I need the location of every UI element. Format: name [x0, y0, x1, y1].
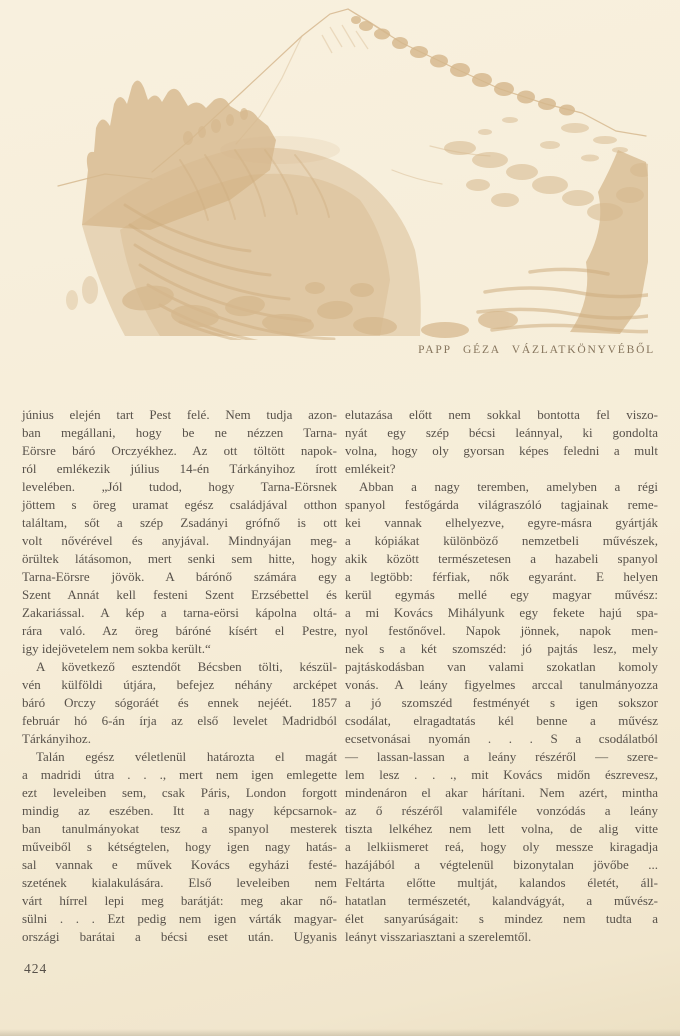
text-line: sülni . . . Ezt pedig nem igen várták magyar-: [22, 911, 337, 926]
text-line: Tárkányihoz.: [22, 731, 91, 746]
text-line: ban megállani, hogy be ne nézzen Tarna-: [22, 425, 337, 440]
text-line: szetének kialakulására. Első leveleiben nem: [22, 875, 337, 890]
illustration-caption: PAPP GÉZA VÁZLATKÖNYVÉBŐL: [418, 344, 655, 356]
text-line: leányt visszariasztani a szerelemtől.: [345, 929, 532, 944]
landscape-sketch-illustration: [30, 0, 648, 340]
text-line: vén külföldi útjára, befejez néhány arcképet: [22, 677, 337, 692]
text-line: mindenáron el akar hárítani. Nem azért, mintha: [345, 785, 658, 800]
text-line: műveiből s kétségtelen, hogy igen nagy hatás-: [22, 839, 337, 854]
field-marks: [220, 117, 628, 164]
text-line: ecsetvonásai nyomán . . . S a csodálatból: [345, 731, 658, 746]
text-line: ban tanulmányokat tesz a spanyol mesterek: [22, 821, 337, 836]
text-line: hazájából a végtelenül bizonytalan jövőbe ...: [345, 857, 658, 872]
text-line: Feltárta előtte multját, kalandos életét, áll-: [345, 875, 658, 890]
right-column: [345, 406, 658, 946]
text-line: Eörsre báró Orczyékhez. Az ott töltött napok-: [22, 443, 337, 458]
text-line: Tarna-Eörsre jövök. A bárónő számára egy: [22, 569, 337, 584]
text-line: a jó szomszéd festményét s igen sokszor: [345, 695, 658, 710]
text-line: kerül egymás mellé egy magyar művész:: [345, 587, 658, 602]
text-line: volt nővérével és anyjával. Mindnyájan meg-: [22, 533, 337, 548]
text-line: a lelkiismeret reá, hogy oly messze kiragadja: [345, 839, 658, 854]
page-number: 424: [24, 961, 48, 976]
text-line: tiszta lelkéhez nem lett volna, de alig vitte: [345, 821, 658, 836]
landscape-sketch-svg: [30, 0, 648, 340]
text-line: volna, hogy oly gyorsan képes feledni a mult: [345, 443, 658, 458]
text-line: mindig az eszében. Itt a nagy képcsarnok-: [22, 803, 337, 818]
right-thicket: [570, 150, 648, 334]
text-line: elutazása előtt nem sokkal bontotta fel viszo-: [345, 407, 658, 422]
text-line: élet sanyarúságait: s mindez nem tudta a: [345, 911, 658, 926]
text-line: sal vannak e művek Kovács egyházi festé-: [22, 857, 337, 872]
text-line: pajtáskodásban van valami szokatlan komoly: [345, 659, 658, 674]
text-line: ról emlékezik július 14-én Tárkányihoz írott: [22, 461, 337, 476]
text-line: nyát egy szép bécsi leánnyal, ki gondolta: [345, 425, 658, 440]
text-line: találtam, sőt a szép Zsadányi grófnő is ott: [22, 515, 337, 530]
left-column: [22, 406, 337, 946]
text-line: a kópiákat különböző nemzetbeli művészek,: [345, 533, 658, 548]
paragraph: [345, 478, 658, 946]
text-line: A következő esztendőt Bécsben tölti, készül-: [36, 659, 337, 674]
paragraph: [22, 658, 337, 748]
text-line: várt hírrel lepi meg barátját: meg akar nő-: [22, 893, 337, 908]
text-line: örültek látásomon, mert senki sem hitte, hogy: [22, 551, 337, 566]
text-line: nyol festőnővel. Napok jönnek, napok men-: [345, 623, 658, 638]
text-line: a legtöbb: férfiak, nők egyaránt. E helyen: [345, 569, 658, 584]
text-line: kei vannak elhelyezve, egyre-másra gyártják: [345, 515, 658, 530]
text-line: spanyol festőgárda világraszóló tagjainak reme-: [345, 497, 658, 512]
ridge-tree-row: [351, 16, 575, 116]
paragraph: [345, 406, 658, 478]
paragraph: [22, 748, 337, 946]
text-line: báró Orczy sógoráét és ennek nejéét. 1857: [22, 695, 337, 710]
text-line: országi barátai a bécsi eset után. Ugyanis: [22, 929, 337, 944]
text-line: február hó 6-án írja az első levelet Madridból: [22, 713, 337, 728]
text-columns: [22, 406, 658, 946]
text-line: június elején tart Pest felé. Nem tudja azon-: [22, 407, 337, 422]
text-line: — lassan-lassan a leány részéről — szere-: [345, 749, 658, 764]
text-line: igy idejövetelem nem sokba került.“: [22, 641, 211, 656]
text-line: levelében. „Jól tudod, hogy Tarna-Eörsnek: [22, 479, 337, 494]
text-line: emlékeit?: [345, 461, 396, 476]
text-line: csodálat, elragadtatás kél benne a művész: [345, 713, 658, 728]
text-line: jöttem s öreg uramat egész családjával otthon: [22, 497, 337, 512]
text-line: ezt leveleiben sem, csak Páris, London forgott: [22, 785, 337, 800]
text-line: a mi Kovács Mihályunk egy fekete hajú spa-: [345, 605, 658, 620]
text-line: rára való. Az öreg báróné kísért el Pestre,: [22, 623, 337, 638]
text-line: az ő részéről valamiféle vonzódás a leány: [345, 803, 658, 818]
text-line: Szent Annát kell festeni Szent Erzsébettel és: [22, 587, 337, 602]
paragraph: [22, 406, 337, 658]
text-line: lem lesz . . ., mit Kovács midőn észrevesz,: [345, 767, 658, 782]
text-line: Talán egész véletlenül határozta el magát: [36, 749, 337, 764]
text-line: a madridi útra . . ., mert nem igen emlegette: [22, 767, 337, 782]
text-line: hatatlan természetét, kalandvágyát, a művész-: [345, 893, 658, 908]
text-line: nek s a két szomszéd: jó pajtás lesz, mely: [345, 641, 658, 656]
text-line: Zakariással. A kép a tarna-eörsi kápolna oltá-: [22, 605, 337, 620]
text-line: akik között természetesen a hazabeli spanyol: [345, 551, 658, 566]
text-line: vonás. A leány figyelmes arccal tanulmányozza: [345, 677, 658, 692]
text-line: Abban a nagy teremben, amelyben a régi: [359, 479, 658, 494]
